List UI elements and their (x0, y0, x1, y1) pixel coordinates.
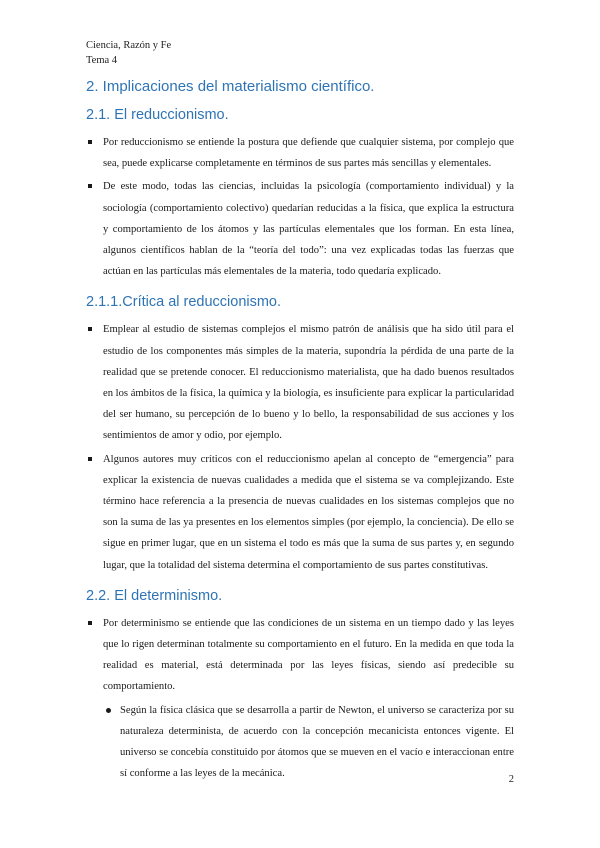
sub-list-item-text: Según la física clásica que se desarrolla a partir de Newton, el universo se caracteriza por su naturaleza determinista, de acuerdo con la concepción mecanicista entonces vigente. El universo se concebía constituido por átomos que se mueven en el vacío e interaccionan entre sí conforme a las leyes de la mecánica. (120, 704, 514, 780)
list-item (86, 176, 514, 282)
reduccionismo-list (86, 132, 514, 282)
list-item (86, 132, 514, 174)
list-item (86, 613, 514, 698)
square-bullet-icon (88, 327, 92, 331)
square-bullet-icon (88, 140, 92, 144)
square-bullet-icon (88, 457, 92, 461)
subsection-heading-determinismo: 2.2. El determinismo. (86, 587, 223, 604)
round-bullet-icon (106, 708, 111, 713)
subsection-heading-critica: 2.1.1.Crítica al reduccionismo. (86, 294, 282, 311)
header-course: Ciencia, Razón y Fe (86, 40, 172, 51)
square-bullet-icon (88, 621, 92, 625)
list-item-text: Algunos autores muy críticos con el reduccionismo apelan al concepto de “emergencia” para explicar la existencia de nuevas cualidades a medida que el sistema se va complejizando. Este término hace referencia a la presencia de nuevas cualidades en los sistemas complejos que no son la suma de las ya presentes en los elementos simples (por ejemplo, la conciencia). De ello se sigue en primer lugar, que en un sistema el todo es más que la suma de sus partes y, en segundo lugar, que la totalidad del sistema determina el comportamiento de sus partes constitutivas. (103, 453, 514, 571)
list-item-text: De este modo, todas las ciencias, incluidas la psicología (comportamiento individual) y la sociología (comportamiento colectivo) quedarían reducidas a la física, que explica la estructura y comportamiento de los átomos y las partículas elementales que los forman. En esta línea, algunos científicos hablan de la “teoría del todo”: una vez explicadas todas las fuerzas que actúan en las partículas más elementales de la materia, todo quedaría explicado. (103, 181, 514, 278)
sub-list-item (103, 700, 514, 785)
list-item-text: Por determinismo se entiende que las condiciones de un sistema en un tiempo dado y las leyes que lo rigen determinan totalmente su comportamiento en el futuro. En la medida en que toda la realidad es material, está determinada por las leyes físicas, siendo así predecible su comportamiento. (103, 617, 514, 693)
running-header (86, 38, 514, 68)
section-heading: 2. Implicaciones del materialismo científico. (86, 78, 375, 95)
header-topic: Tema 4 (86, 55, 118, 66)
list-item (86, 319, 514, 446)
page-number: 2 (508, 774, 514, 785)
subsection-heading-reduccionismo: 2.1. El reduccionismo. (86, 107, 229, 123)
list-item-text: Por reduccionismo se entiende la postura que defiende que cualquier sistema, por complejo que sea, puede explicarse completamente en términos de sus partes más sencillas y elementales. (103, 137, 514, 170)
critica-list (86, 319, 514, 575)
determinismo-sublist (86, 700, 514, 785)
square-bullet-icon (88, 184, 92, 188)
determinismo-list (86, 613, 514, 698)
list-item-text: Emplear al estudio de sistemas complejos el mismo patrón de análisis que ha sido útil para el estudio de los componentes más simples de la materia, supondría la pérdida de una parte de la realidad que se pretende conocer. El reduccionismo materialista, que ha dado buenos resultados en los ámbitos de la física, la química y la biología, es insuficiente para explicar la particularidad del ser humano, su percepción de lo bueno y lo bello, la responsabilidad de sus acciones y los sentimientos de amor y odio, por ejemplo. (103, 324, 514, 442)
list-item (86, 449, 514, 576)
